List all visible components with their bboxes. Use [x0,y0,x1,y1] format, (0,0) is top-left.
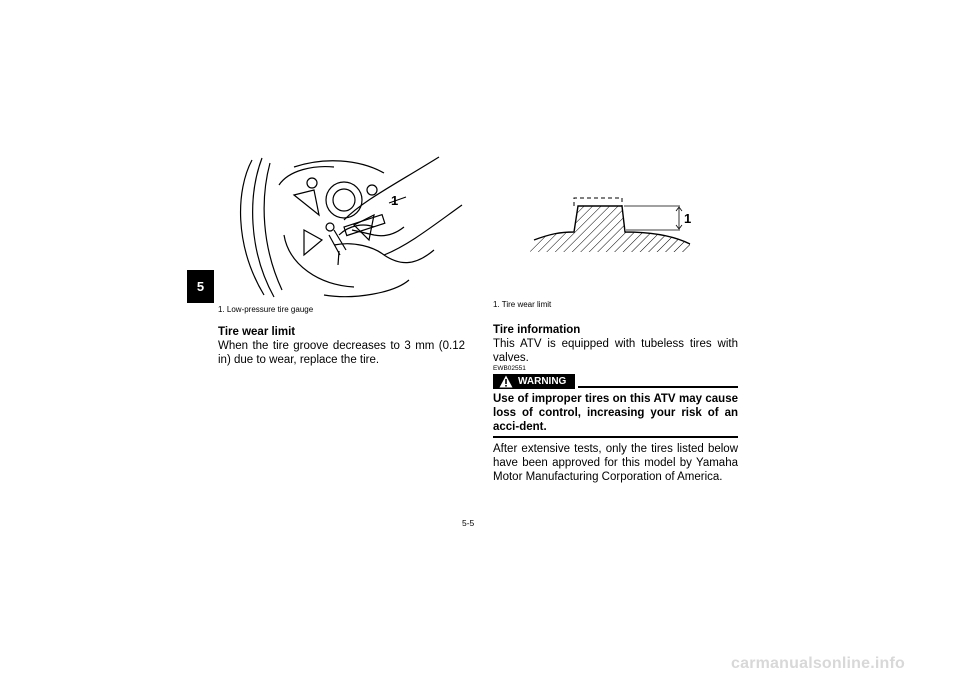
warning-top-rule [578,386,738,388]
watermark: carmanualsonline.info [731,655,906,672]
gauge-callout-number: 1 [391,193,399,208]
warning-label: WARNING [518,376,567,387]
tire-wear-diagram [530,192,695,252]
warning-badge [493,374,575,389]
tire-gauge-illustration [234,155,464,300]
approved-tires-text: After extensive tests, only the tires listed below have been approved for this model by Yamaha Motor Manufacturing Corporation of America. [493,443,738,483]
warning-text: Use of improper tires on this ATV may cause loss of control, increasing your risk of an acci-dent. [493,393,738,433]
chapter-tab: 5 [187,270,214,303]
tire-wear-limit-heading: Tire wear limit [218,326,296,338]
gauge-caption: 1. Low-pressure tire gauge [218,305,314,314]
warning-triangle-icon [499,375,513,388]
tire-wear-limit-text: When the tire groove decreases to 3 mm (0.12 in) due to wear, replace the tire. [218,340,465,366]
tire-information-text: This ATV is equipped with tubeless tires with valves. [493,338,738,364]
warning-code: EWB02551 [493,365,526,372]
wear-callout-number: 1 [684,211,692,226]
tire-information-heading: Tire information [493,324,581,336]
wear-limit-caption: 1. Tire wear limit [493,300,552,309]
page-number: 5-5 [462,518,475,528]
warning-bottom-rule [493,436,738,438]
